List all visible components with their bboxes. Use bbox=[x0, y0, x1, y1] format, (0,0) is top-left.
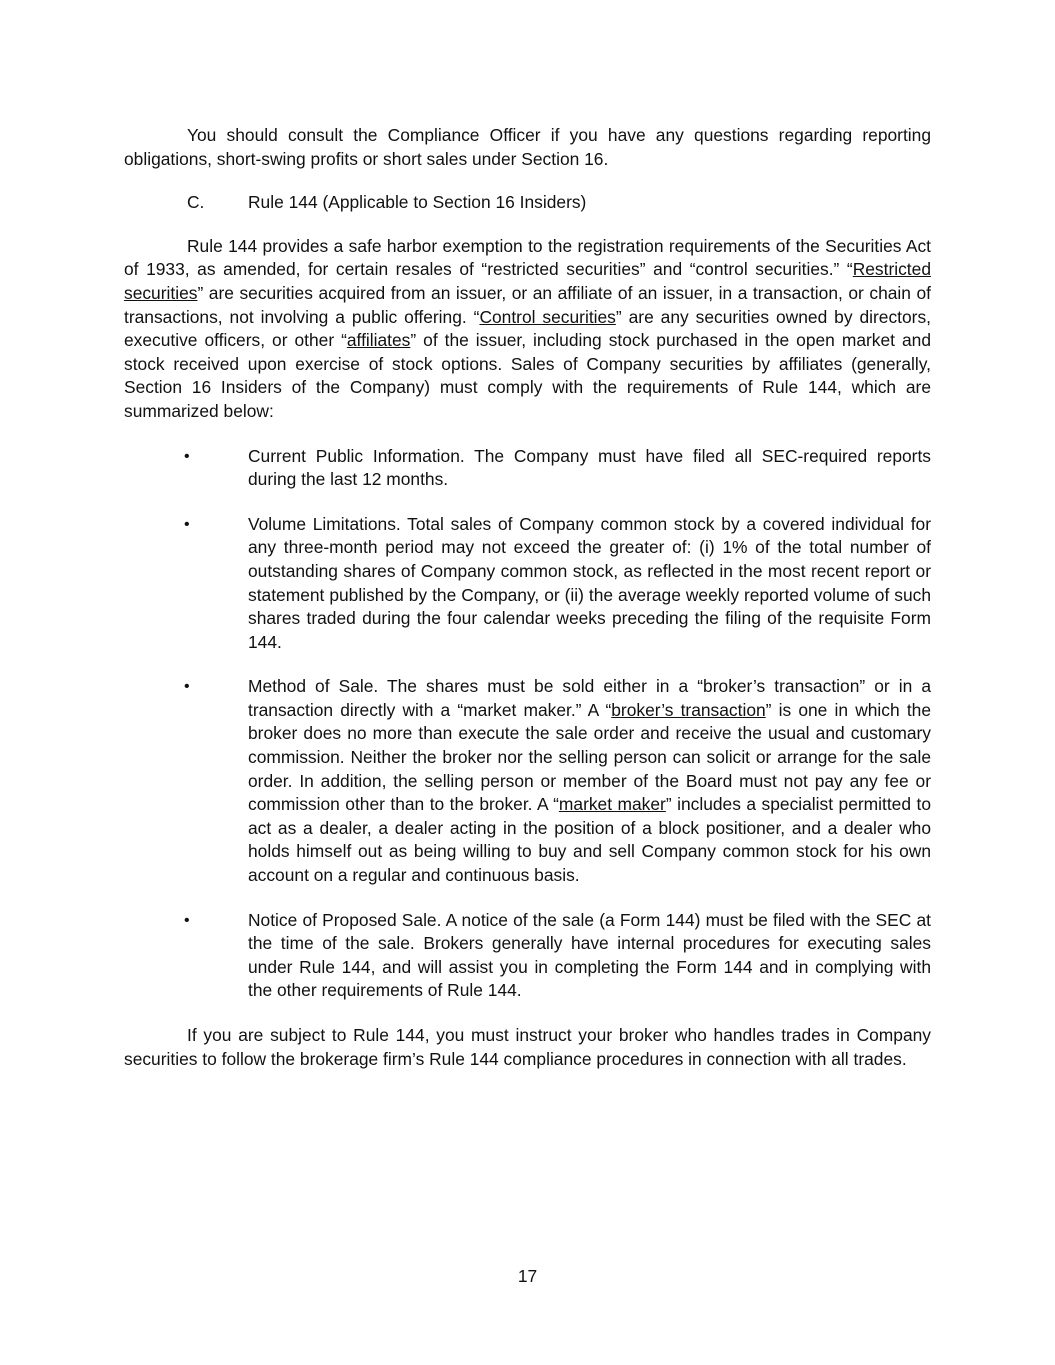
text-segment: ” is one in which the broker does no more than execute the sale order and receive the usual and customary commission. Neither the broker nor the selling person can solicit or arrange for the sale order. In addition, the selling person or member of the Board must not pay any fee or commission other than to the broker. A “ bbox=[248, 699, 931, 815]
list-item-volume-limitations bbox=[124, 513, 931, 655]
bullet-text: Notice of Proposed Sale. A notice of the sale (a Form 144) must be filed with the SEC at the time of the sale. Brokers generally have internal procedures for executing sales under Rule 144, and will assist you in completing the Form 144 and in complying with the other requirements of Rule 144. bbox=[248, 909, 931, 1001]
defined-term-control-securities: Control securities bbox=[479, 306, 616, 327]
section-letter: C. bbox=[187, 192, 205, 213]
defined-term-affiliates: affiliates bbox=[346, 330, 411, 351]
bullet-icon: • bbox=[184, 447, 190, 465]
text-segment: ” of the issuer, including stock purchased in the open market and stock received upon exercise of stock options. Sales of Company securities by affiliates (generally, Section 16 Insiders of the Company) must comply with the requirements of Rule 144, which are summarized below: bbox=[124, 330, 931, 421]
list-item-method-of-sale bbox=[124, 675, 931, 887]
defined-term-brokers-transaction: broker’s transaction bbox=[611, 699, 766, 720]
text-segment: ” includes a specialist permitted to act as a dealer, a dealer acting in the position of a block positioner, and a dealer who holds himself out as being willing to buy and sell Company common stock for his own account on a regular and continuous basis. bbox=[248, 794, 931, 886]
defined-term-restricted-securities: Restricted securities bbox=[124, 259, 931, 303]
list-item-notice-of-proposed-sale bbox=[124, 909, 931, 1003]
text-segment: Rule 144 provides a safe harbor exemption to the registration requirements of the Securities Act of 1933, as amended, for certain resales of “restricted securities” and “control securities.” “ bbox=[124, 235, 931, 280]
paragraph-rule-144-overview bbox=[124, 235, 931, 424]
bullet-icon: • bbox=[184, 911, 190, 929]
paragraph-compliance-officer: You should consult the Compliance Officer if you have any questions regarding reporting obligations, short-swing profits or short sales under Section 16. bbox=[124, 125, 931, 169]
defined-term-market-maker: market maker bbox=[558, 794, 666, 815]
bullet-icon: • bbox=[184, 515, 190, 533]
bullet-text bbox=[248, 675, 931, 887]
text-segment: ” are securities acquired from an issuer, or an affiliate of an issuer, in a transaction, or chain of transactions, not involving a public offering. “ bbox=[124, 282, 931, 327]
page-number: 17 bbox=[517, 1266, 538, 1286]
bullet-text: Volume Limitations. Total sales of Company common stock by a covered individual for any three-month period may not exceed the greater of: (i) 1% of the total number of outstanding shares of Company common stock, as reflected in the most recent report or statement published by the Company, or (ii) the average weekly reported volume of such shares traded during the four calendar weeks preceding the filing of the requisite Form 144. bbox=[248, 513, 931, 652]
rule-144-requirements-list bbox=[124, 445, 931, 1003]
document-body bbox=[124, 124, 931, 1071]
section-title: Rule 144 (Applicable to Section 16 Insiders) bbox=[248, 192, 587, 213]
text-segment: Method of Sale. The shares must be sold either in a “broker’s transaction” or in a transaction directly with a “market maker.” A “ bbox=[248, 676, 931, 720]
bullet-text: Current Public Information. The Company must have filed all SEC-required reports during the last 12 months. bbox=[248, 445, 931, 490]
text-segment: ” are any securities owned by directors, executive officers, or other “ bbox=[124, 306, 931, 351]
bullet-icon: • bbox=[184, 678, 190, 696]
section-heading bbox=[124, 191, 931, 215]
list-item-current-public-information bbox=[124, 445, 931, 492]
paragraph-broker-instructions: If you are subject to Rule 144, you must instruct your broker who handles trades in Company securities to follow the brokerage firm’s Rule 144 compliance procedures in connection with all trades. bbox=[124, 1025, 931, 1069]
